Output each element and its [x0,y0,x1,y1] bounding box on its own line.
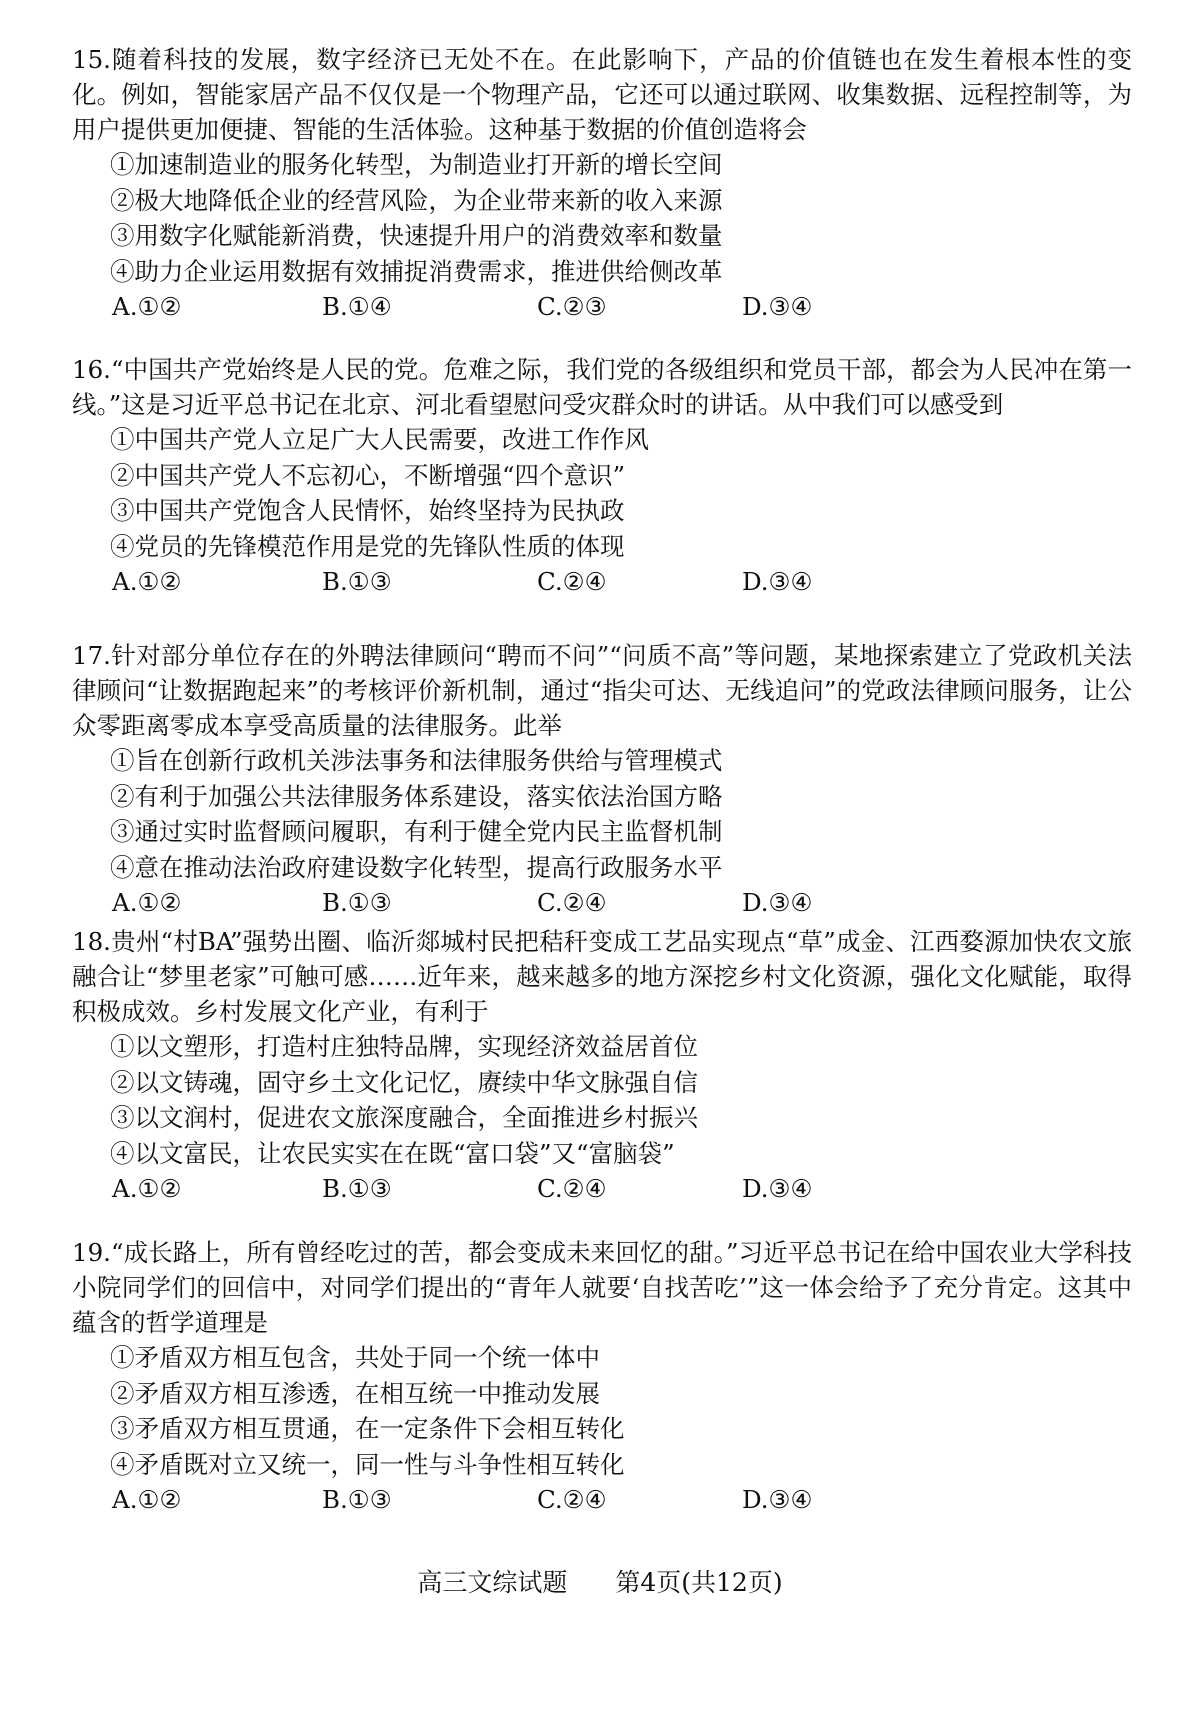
choice-c: C.②④ [537,567,607,596]
question-option: ③以文润村，促进农文旅深度融合，全面推进乡村振兴 [110,1103,698,1132]
choice-b: B.①③ [322,1174,392,1203]
answer-choices [112,1171,1132,1207]
choice-a: A.①② [112,292,182,321]
question-option: ①以文塑形，打造村庄独特品牌，实现经济效益居首位 [110,1032,698,1061]
question-option: ③通过实时监督顾问履职，有利于健全党内民主监督机制 [110,817,723,846]
choice-d: D.③④ [742,888,813,917]
footer-title: 高三文综试题 [417,1568,568,1597]
question-option: ③用数字化赋能新消费，快速提升用户的消费效率和数量 [110,221,723,250]
choice-a: A.①② [112,1485,182,1514]
choice-b: B.①④ [322,292,392,321]
question-option: ①加速制造业的服务化转型，为制造业打开新的增长空间 [110,150,723,179]
choice-b: B.①③ [322,1485,392,1514]
choice-d: D.③④ [742,1485,813,1514]
choice-d: D.③④ [742,567,813,596]
question-option: ④党员的先锋模范作用是党的先锋队性质的体现 [110,531,625,561]
question-option: ②以文铸魂，固守乡土文化记忆，赓续中华文脉强自信 [110,1067,698,1097]
choice-b: B.①③ [322,888,392,917]
question-17 [72,638,1132,921]
choice-a: A.①② [112,1174,182,1203]
page-footer [0,1565,1200,1601]
question-option: ③矛盾双方相互贯通，在一定条件下会相互转化 [110,1414,625,1443]
question-stem: 15.随着科技的发展，数字经济已无处不在。在此影响下，产品的价值链也在发生着根本性的变化。例如，智能家居产品不仅仅是一个物理产品，它还可以通过联网、收集数据、远程控制等，为用户提供更加便捷、智能的生活体验。这种基于数据的价值创造将会 [72,45,1132,144]
answer-choices [112,564,1132,600]
question-15 [72,42,1132,325]
answer-choices [112,289,1132,325]
question-19 [72,1235,1132,1518]
question-stem: 19.“成长路上，所有曾经吃过的苦，都会变成未来回忆的甜。”习近平总书记在给中国农业大学科技小院同学们的回信中，对同学们提出的“青年人就要‘自找苦吃’”这一体会给予了充分肯定。这其中蕴含的哲学道理是 [72,1238,1132,1337]
question-option: ②极大地降低企业的经营风险，为企业带来新的收入来源 [110,185,723,215]
choice-c: C.②③ [537,292,607,321]
question-stem: 18.贵州“村BA”强势出圈、临沂郯城村民把秸秆变成工艺品实现点“草”成金、江西婺源加快农文旅融合让“梦里老家”可触可感……近年来，越来越多的地方深挖乡村文化资源，强化文化赋能，取得积极成效。乡村发展文化产业，有利于 [72,927,1132,1026]
choice-c: C.②④ [537,888,607,917]
question-stem: 16.“中国共产党始终是人民的党。危难之际，我们党的各级组织和党员干部，都会为人民冲在第一线。”这是习近平总书记在北京、河北看望慰问受灾群众时的讲话。从中我们可以感受到 [72,355,1132,419]
question-option: ①矛盾双方相互包含，共处于同一个统一体中 [110,1343,600,1372]
question-16 [72,352,1132,600]
question-18 [72,924,1132,1207]
question-option: ①旨在创新行政机关涉法事务和法律服务供给与管理模式 [110,746,723,775]
question-option: ④助力企业运用数据有效捕捉消费需求，推进供给侧改革 [110,256,723,286]
choice-c: C.②④ [537,1485,607,1514]
question-option: ③中国共产党饱含人民情怀，始终坚持为民执政 [110,496,625,525]
question-option: ②有利于加强公共法律服务体系建设，落实依法治国方略 [110,781,723,811]
question-stem: 17.针对部分单位存在的外聘法律顾问“聘而不问”“问质不高”等问题，某地探索建立了党政机关法律顾问“让数据跑起来”的考核评价新机制，通过“指尖可达、无线追问”的党政法律顾问服务，让公众零距离零成本享受高质量的法律服务。此举 [72,641,1132,740]
choice-d: D.③④ [742,292,813,321]
choice-c: C.②④ [537,1174,607,1203]
question-option: ②矛盾双方相互渗透，在相互统一中推动发展 [110,1378,600,1408]
question-option: ②中国共产党人不忘初心，不断增强“四个意识” [110,460,626,490]
question-option: ④矛盾既对立又统一，同一性与斗争性相互转化 [110,1449,625,1479]
footer-page-number: 第4页(共12页) [615,1568,783,1597]
question-option: ④以文富民，让农民实实在在既“富口袋”又“富脑袋” [110,1138,675,1168]
choice-d: D.③④ [742,1174,813,1203]
question-option: ①中国共产党人立足广大人民需要，改进工作作风 [110,425,649,454]
answer-choices [112,1482,1132,1518]
question-option: ④意在推动法治政府建设数字化转型，提高行政服务水平 [110,852,723,882]
choice-a: A.①② [112,567,182,596]
choice-a: A.①② [112,888,182,917]
choice-b: B.①③ [322,567,392,596]
answer-choices [112,885,1132,921]
